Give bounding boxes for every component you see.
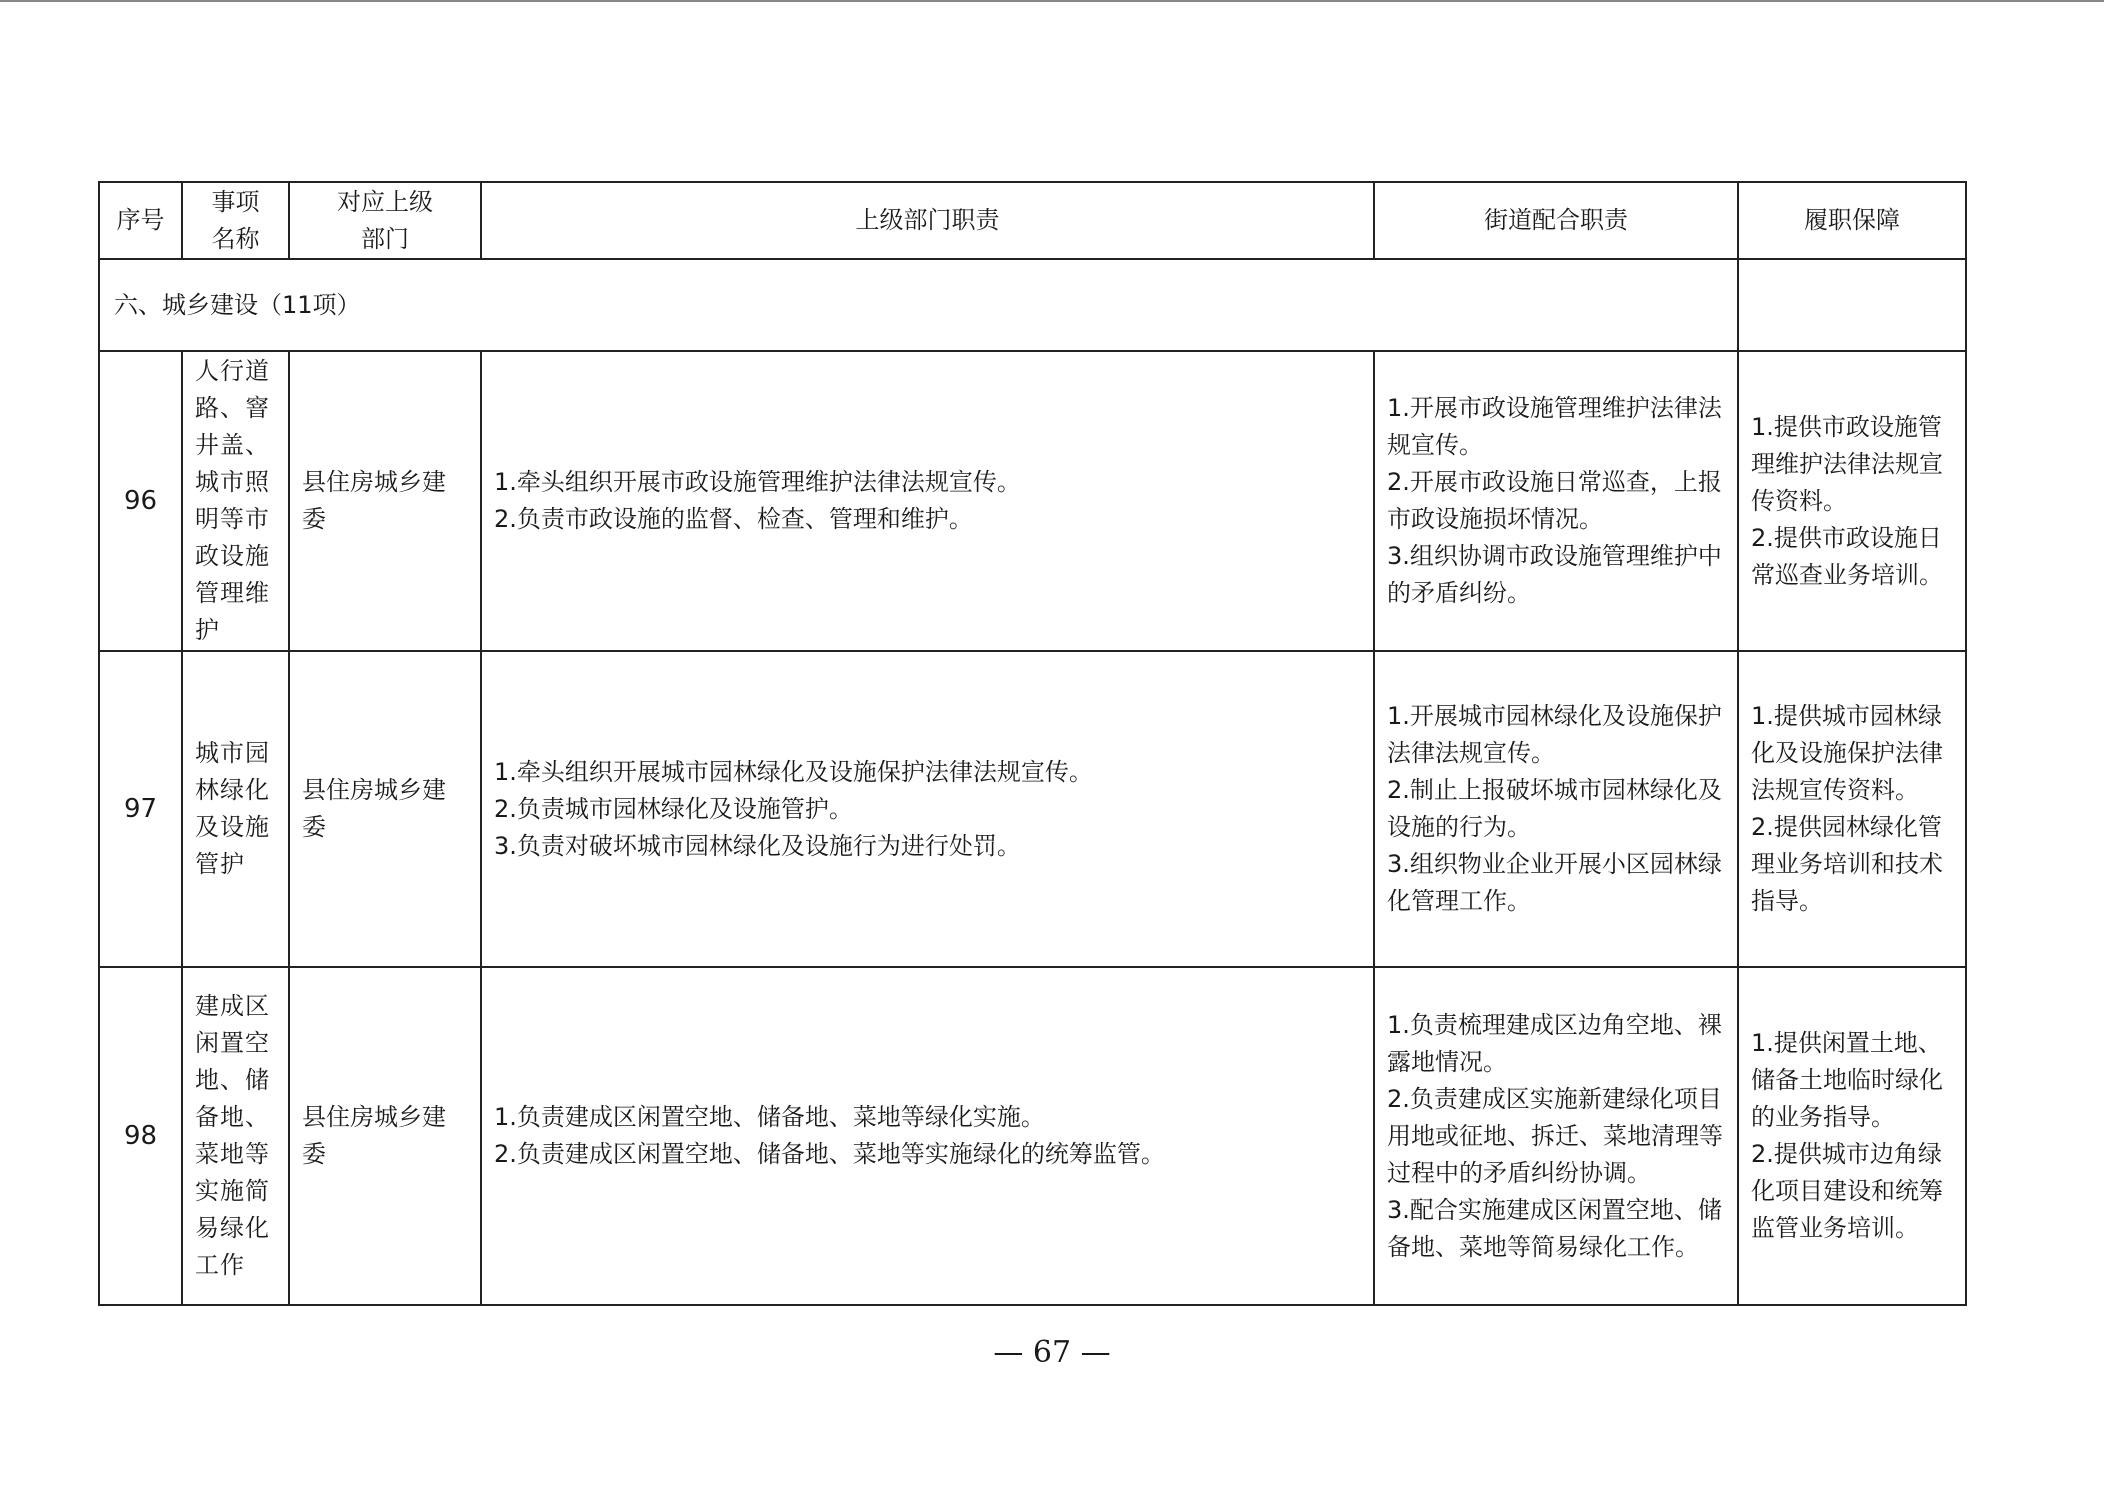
table-row [99,651,1966,967]
top-border-rule [0,0,2104,2]
guarantee-line: 2.提供市政设施日常巡查业务培训。 [1751,523,1943,589]
guarantee-line: 1.提供城市园林绿化及设施保护法律法规宣传资料。 [1751,702,1943,804]
row-seq: 96 [99,351,182,651]
street-duty-line: 2.开展市政设施日常巡查，上报市政设施损坏情况。 [1387,468,1722,533]
page-number: — 67 — [993,1335,1111,1370]
row-dept: 县住房城乡建委 [289,967,481,1305]
table-row [99,351,1966,651]
guarantee-line: 2.提供园林绿化管理业务培训和技术指导。 [1751,813,1943,915]
guarantee-line: 1.提供市政设施管理维护法律法规宣传资料。 [1751,412,1943,515]
row-item-name: 人行道路、窨井盖、城市照明等市政设施管理维护 [182,351,289,651]
row-guarantee [1738,651,1966,967]
header-street-duties: 街道配合职责 [1374,182,1738,259]
table-row [99,967,1966,1305]
header-seq: 序号 [99,182,182,259]
street-duty-line: 2.制止上报破坏城市园林绿化及设施的行为。 [1387,776,1722,841]
row-seq: 97 [99,651,182,967]
street-duty-line: 2.负责建成区实施新建绿化项目用地或征地、拆迁、菜地清理等过程中的矛盾纠纷协调。 [1387,1084,1723,1187]
row-upper-duties [481,651,1374,967]
guarantee-line: 1.提供闲置土地、储备土地临时绿化的业务指导。 [1751,1029,1943,1131]
header-upper-dept [289,182,481,259]
table-header-row [99,182,1966,259]
row-street-duties [1374,651,1738,967]
street-duty-line: 3.组织物业企业开展小区园林绿化管理工作。 [1387,850,1722,915]
row-item-name: 建成区闲置空地、储备地、菜地等实施简易绿化工作 [182,967,289,1305]
row-seq: 98 [99,967,182,1305]
guarantee-line: 2.提供城市边角绿化项目建设和统筹监管业务培训。 [1751,1140,1943,1242]
upper-duty-line: 1.牵头组织开展市政设施管理维护法律法规宣传。 [494,468,1021,496]
street-duty-line: 3.组织协调市政设施管理维护中的矛盾纠纷。 [1387,542,1722,607]
row-guarantee [1738,351,1966,651]
header-upper-dept-line2: 部门 [361,224,409,253]
section-empty-cell [1738,259,1966,351]
upper-duty-line: 3.负责对破坏城市园林绿化及设施行为进行处罚。 [494,831,1021,860]
street-duty-line: 1.负责梳理建成区边角空地、裸露地情况。 [1387,1010,1722,1076]
row-upper-duties [481,967,1374,1305]
header-item-name-line1: 事项 [211,187,260,216]
header-upper-dept-line1: 对应上级 [337,187,433,216]
header-item-name [182,182,289,259]
street-duty-line: 1.开展市政设施管理维护法律法规宣传。 [1387,394,1722,459]
header-item-name-line2: 名称 [211,224,260,253]
duty-table [98,181,1967,1306]
street-duty-line: 3.配合实施建成区闲置空地、储备地、菜地等简易绿化工作。 [1387,1195,1722,1261]
row-guarantee [1738,967,1966,1305]
upper-duty-line: 2.负责市政设施的监督、检查、管理和维护。 [494,505,973,533]
row-dept: 县住房城乡建委 [289,651,481,967]
street-duty-line: 1.开展城市园林绿化及设施保护法律法规宣传。 [1387,702,1722,767]
header-upper-duties: 上级部门职责 [481,182,1374,259]
section-title: 六、城乡建设（11项） [99,259,1738,351]
upper-duty-line: 2.负责城市园林绿化及设施管护。 [494,794,853,823]
section-row [99,259,1966,351]
row-upper-duties [481,351,1374,651]
row-dept: 县住房城乡建委 [289,351,481,651]
header-guarantee: 履职保障 [1738,182,1966,259]
row-street-duties [1374,351,1738,651]
upper-duty-line: 1.牵头组织开展城市园林绿化及设施保护法律法规宣传。 [494,757,1093,786]
upper-duty-line: 1.负责建成区闲置空地、储备地、菜地等绿化实施。 [494,1103,1045,1131]
upper-duty-line: 2.负责建成区闲置空地、储备地、菜地等实施绿化的统筹监管。 [494,1140,1165,1168]
row-street-duties [1374,967,1738,1305]
row-item-name: 城市园林绿化及设施管护 [182,651,289,967]
